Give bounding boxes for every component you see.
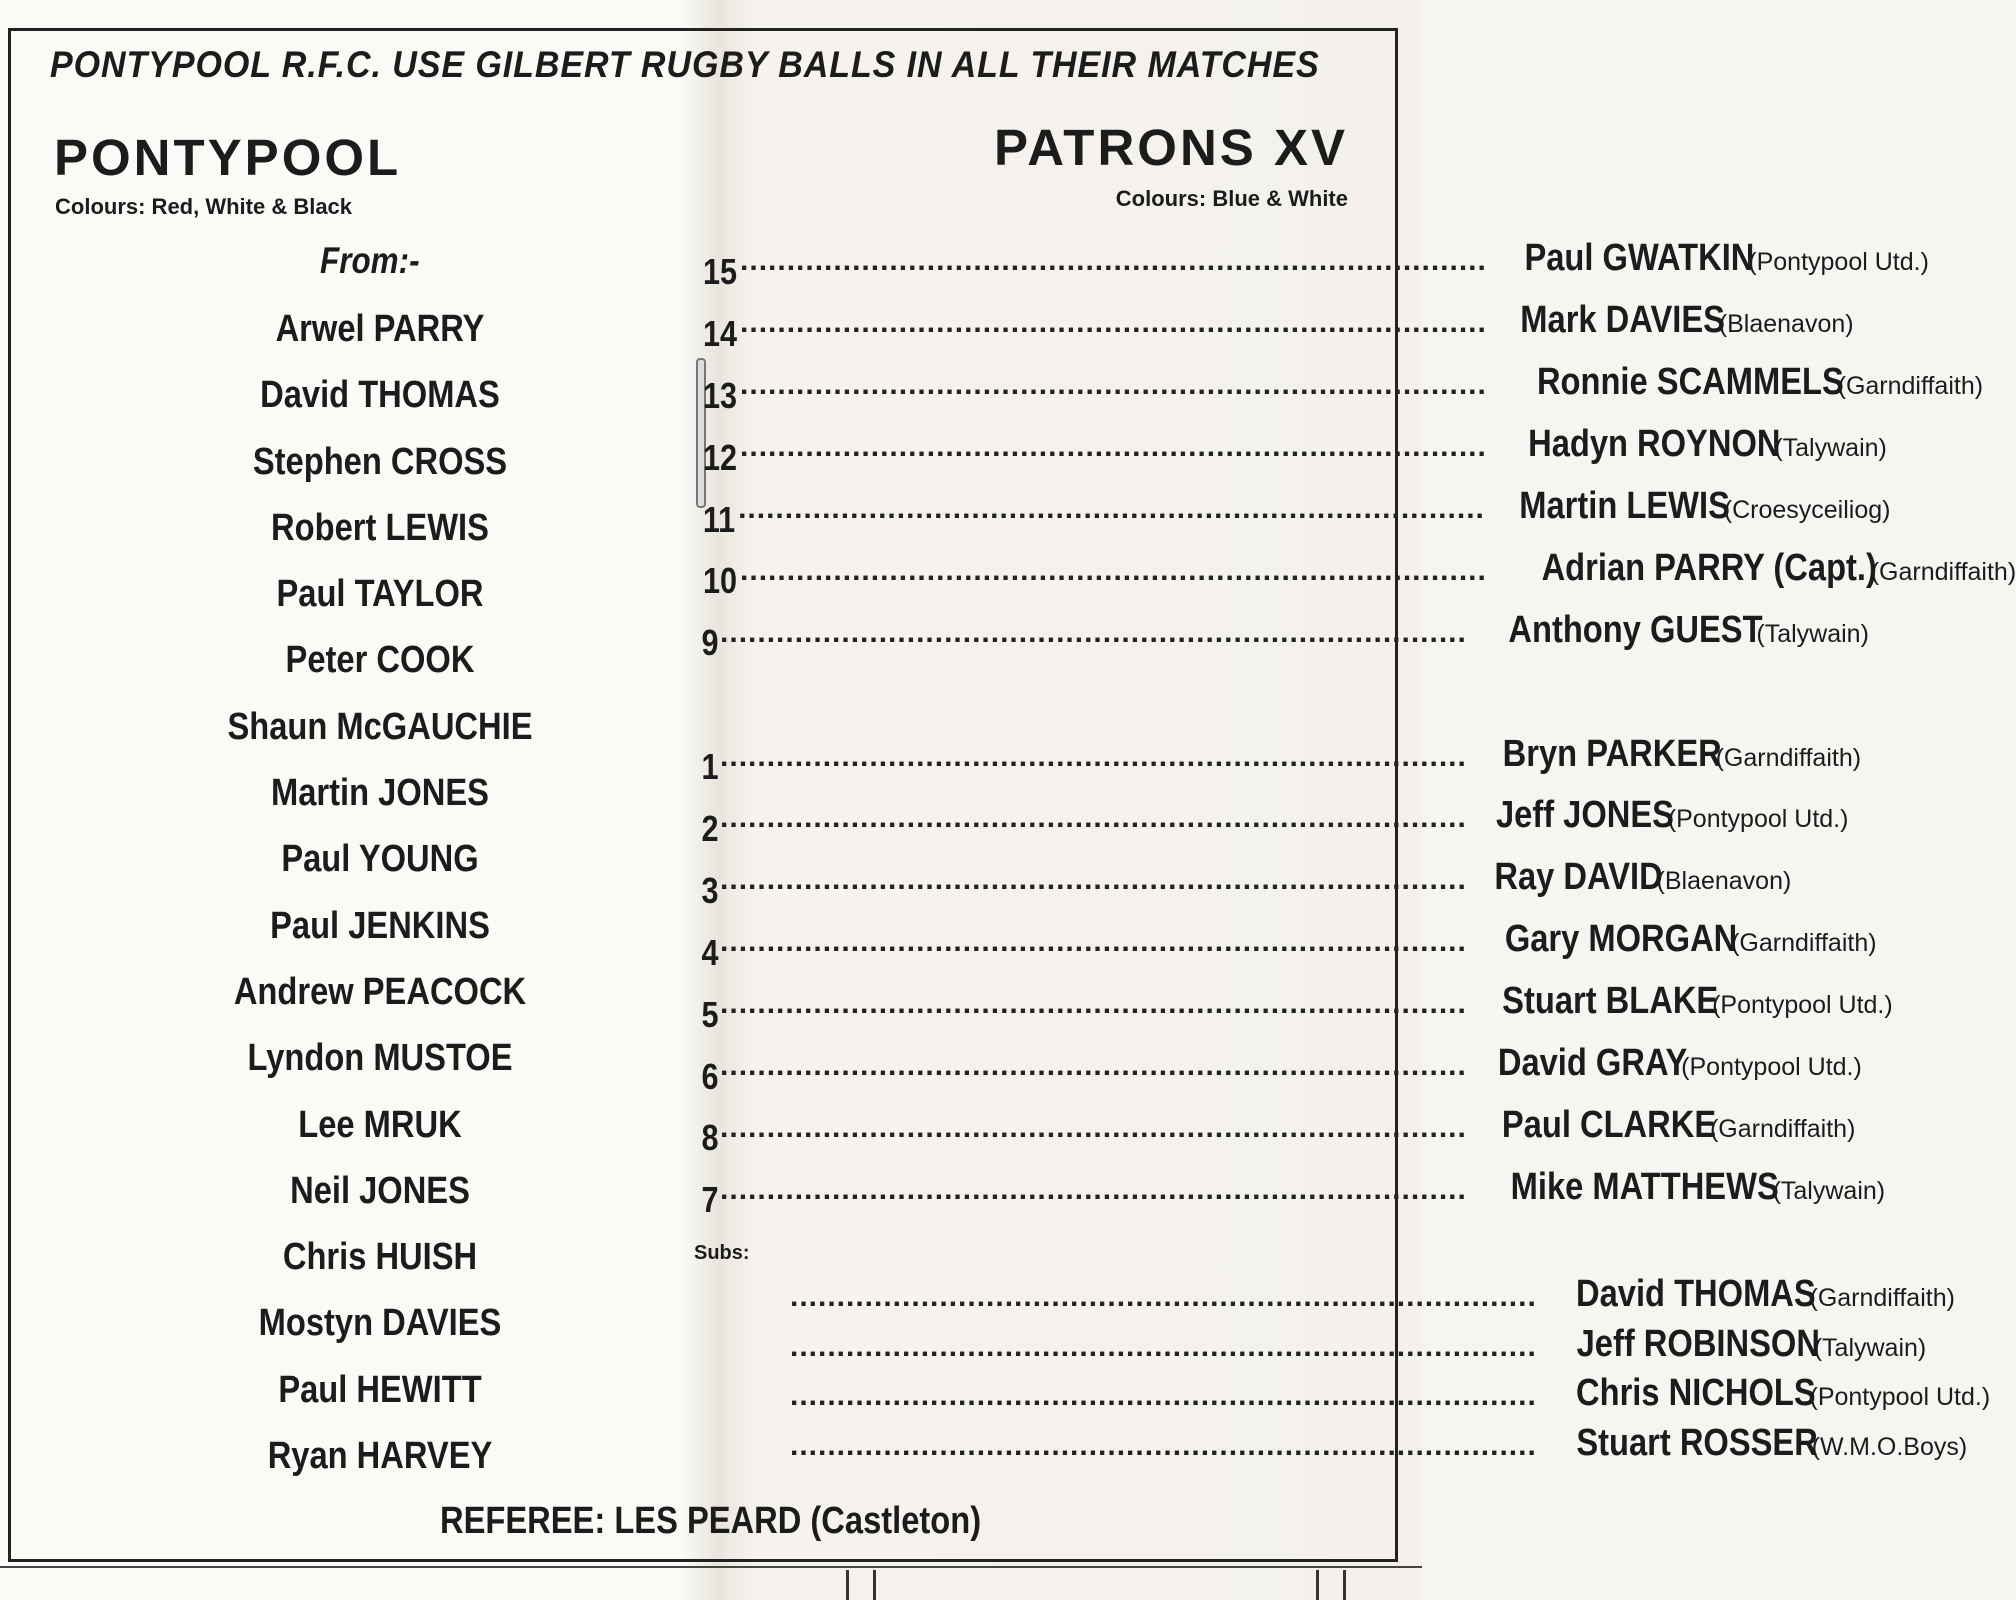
lineup-row [700,785,1849,849]
home-player-name: Chris HUISH [282,1236,478,1279]
home-squad-list [180,296,580,1489]
player-entry [790,1422,1967,1465]
home-player-name: Stephen CROSS [252,440,508,483]
away-team-colours: Colours: Blue & White [1115,186,1348,211]
leader-dots: ................................................................................ [720,801,1467,835]
player-name: Jeff JONES [1495,794,1674,837]
player-club: (Talywain) [1813,1333,1927,1362]
player-name: Martin LEWIS [1519,485,1730,527]
lineup-row [700,352,1984,416]
lineup-row [700,723,1862,788]
player-entry [740,547,2016,590]
leader-dots: ................................................................................ [720,863,1467,897]
home-player-name: Lyndon MUSTOE [247,1037,513,1080]
shirt-number: 6 [701,1055,719,1097]
player-club: (Garndiffaith) [1715,743,1862,772]
lineup-row [700,1156,1886,1221]
leader-dots: ................................................................................ [720,739,1467,773]
shirt-number: 3 [701,869,719,911]
lineup-row [790,1320,1927,1370]
leader-dots: ................................................................................ [740,244,1487,278]
player-club: (Talywain) [1772,1176,1886,1205]
player-name: Stuart ROSSER [1576,1421,1818,1464]
home-team-colours: Colours: Red, White & Black [55,194,353,219]
shirt-number: 8 [701,1117,719,1159]
player-entry [720,1104,1855,1147]
lineup-row [700,290,1854,354]
home-player-name: Paul JENKINS [270,904,490,947]
away-lineup-list [700,228,2016,1221]
subs-label: Subs: [694,1242,750,1264]
away-team-title: PATRONS XV [994,119,1348,176]
from-label: From:- [320,240,420,281]
player-entry [790,1372,1990,1415]
home-player-name: Ryan HARVEY [267,1435,493,1478]
sponsor-banner: PONTYPOOL R.F.C. USE GILBERT RUGBY BALLS IN ALL THEIR MATCHES [50,44,1320,85]
player-club: (Pontypool Utd.) [1809,1383,1991,1412]
home-player-name: Mostyn DAVIES [258,1302,502,1345]
lineup-row [700,537,2016,602]
lineup-row [700,228,1929,292]
home-team-title: PONTYPOOL [54,129,402,186]
home-player-name: Martin JONES [271,772,489,815]
leader-dots: ................................................................................ [738,492,1485,525]
player-name: Paul CLARKE [1501,1103,1716,1146]
player-club: (Pontypool Utd.) [1667,805,1849,834]
shirt-number: 13 [703,374,738,416]
leader-dots: ................................................................................ [790,1280,1537,1314]
player-name: Paul GWATKIN [1524,237,1755,280]
player-name: David THOMAS [1575,1273,1816,1316]
shirt-number: 4 [701,931,719,973]
player-entry [720,1166,1885,1209]
player-name: Stuart BLAKE [1502,980,1719,1023]
shirt-number: 1 [701,746,719,788]
player-entry [720,1042,1862,1085]
leader-dots: ................................................................................ [720,1049,1467,1083]
leader-dots: ................................................................................ [740,306,1487,340]
shirt-number: 10 [703,560,738,602]
player-club: (Croesyceiliog) [1723,496,1891,524]
shirt-number: 2 [701,807,719,849]
home-player-name: Robert LEWIS [271,506,489,549]
player-entry [720,733,1861,776]
home-player-name: Neil JONES [290,1169,470,1212]
player-club: (Talywain) [1756,619,1869,648]
bottom-rule [0,1566,1422,1568]
lineup-row [700,476,1891,540]
home-player-name: Paul HEWITT [278,1368,482,1411]
leader-dots: ................................................................................ [720,925,1467,959]
leader-dots: ................................................................................ [740,368,1487,402]
lineup-row [700,971,1893,1035]
player-name: Jeff ROBINSON [1576,1322,1820,1365]
player-entry [790,1273,1955,1316]
home-player-name: Andrew PEACOCK [233,970,527,1013]
shirt-number: 7 [701,1179,719,1221]
player-name: Gary MORGAN [1504,918,1738,961]
home-player-name: Paul TAYLOR [276,573,484,616]
player-club: (W.M.O.Boys) [1811,1432,1968,1461]
player-club: (Garndiffaith) [1809,1284,1955,1313]
player-name: Ronnie SCAMMELS [1536,361,1844,404]
player-entry [720,856,1791,899]
shirt-number: 15 [703,250,738,292]
player-name: Bryn PARKER [1502,732,1722,775]
away-subs-list [790,1270,1991,1468]
lineup-row [700,414,1887,478]
shirt-number: 5 [701,993,719,1035]
leader-dots: ................................................................................ [720,1110,1467,1144]
player-entry [738,485,1890,528]
player-club: (Pontypool Utd.) [1712,991,1893,1020]
bottom-mark [846,1570,876,1600]
player-name: Chris NICHOLS [1575,1372,1816,1415]
player-entry [720,980,1893,1023]
home-player-name: Paul YOUNG [281,838,479,881]
leader-dots: ................................................................................ [740,553,1487,587]
home-player-name: David THOMAS [260,374,500,417]
player-entry [720,918,1877,961]
player-club: (Pontypool Utd.) [1681,1053,1862,1082]
leader-dots: ................................................................................ [740,430,1487,464]
lineup-row [790,1419,1968,1469]
lineup-row [790,1270,1955,1320]
player-entry [720,609,1869,652]
leader-dots: ................................................................................ [790,1379,1537,1413]
home-player-name: Lee MRUK [298,1103,462,1146]
player-entry [740,237,1929,280]
leader-dots: ................................................................................ [720,987,1467,1021]
player-name: Anthony GUEST [1508,608,1763,651]
lineup-row [790,1369,1991,1419]
player-club: (Pontypool Utd.) [1748,248,1929,277]
player-club: (Garndiffaith) [1837,372,1984,401]
lineup-row [700,909,1877,973]
player-entry [720,794,1848,837]
player-name: Adrian PARRY (Capt.) [1541,546,1877,589]
referee-line: REFEREE: LES PEARD (Castleton) [440,1500,982,1542]
player-club: (Garndiffaith) [1709,1114,1856,1143]
lineup-row [700,847,1792,911]
player-name: Mark DAVIES [1520,299,1725,342]
player-entry [790,1323,1926,1366]
player-club: (Garndiffaith) [1870,557,2016,586]
lineup-gap [700,661,1382,723]
player-entry [740,423,1887,466]
player-club: (Talywain) [1774,434,1887,463]
lineup-row [700,599,1869,664]
player-name: Ray DAVID [1494,856,1663,899]
shirt-number: 14 [703,312,738,354]
player-entry [740,361,1983,404]
player-club: (Blaenavon) [1656,867,1792,896]
player-name: Hadyn ROYNON [1527,423,1781,466]
player-club: (Blaenavon) [1718,310,1854,339]
lineup-row [700,1094,1856,1159]
leader-dots: ................................................................................ [720,1172,1467,1206]
player-name: Mike MATTHEWS [1510,1165,1779,1208]
shirt-number: 12 [703,436,738,478]
player-name: David GRAY [1497,1042,1688,1085]
player-club: (Garndiffaith) [1731,929,1877,958]
home-player-name: Shaun McGAUCHIE [227,705,533,748]
leader-dots: ................................................................................ [790,1329,1537,1363]
home-player-name: Peter COOK [285,639,475,682]
leader-dots: ................................................................................ [790,1428,1537,1462]
leader-dots: ................................................................................ [720,615,1467,649]
shirt-number: 11 [702,498,736,540]
player-entry [740,299,1854,342]
bottom-mark [1316,1570,1346,1600]
home-player-name: Arwel PARRY [275,308,485,350]
lineup-row [700,1033,1862,1097]
shirt-number: 9 [701,622,719,664]
